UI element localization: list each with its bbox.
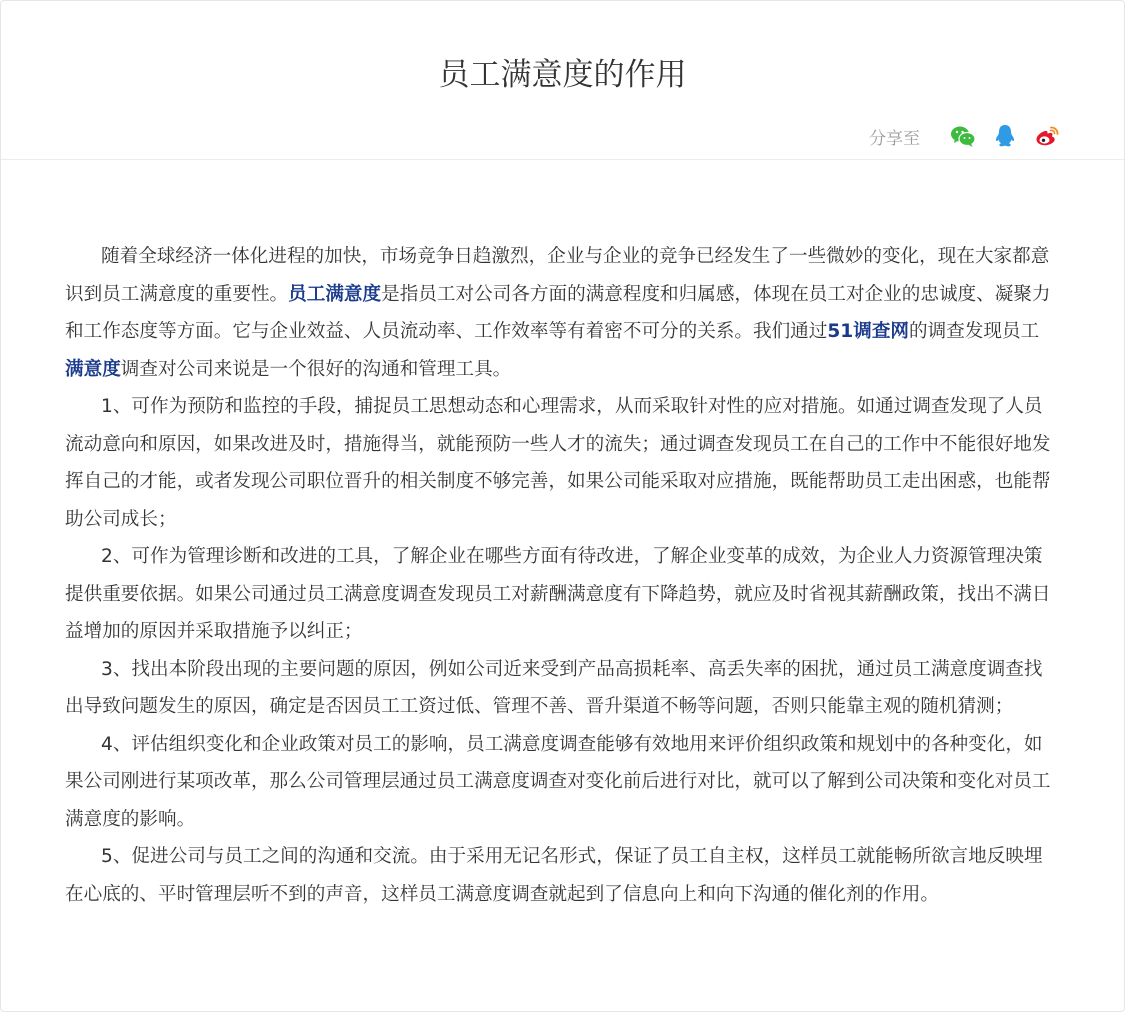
qq-icon[interactable] — [992, 123, 1018, 149]
paragraph-point-5: 5、促进公司与员工之间的沟通和交流。由于采用无记名形式，保证了员工自主权，这样员工就能畅所欲言地反映埋在心底的、平时管理层听不到的声音，这样员工满意度调查就起到了信息向上和向下沟通的催化剂的作用。 — [65, 846, 1043, 905]
link-51-survey[interactable]: 51调查网 — [827, 321, 910, 342]
intro-text-3: 的调查发现员工 — [909, 321, 1040, 342]
intro-text-4: 调查对公司来说是一个很好的沟通和管理工具。 — [120, 358, 512, 380]
link-employee-satisfaction[interactable]: 员工满意度 — [288, 283, 382, 305]
paragraph-point-1: 1、可作为预防和监控的手段，捕捉员工思想动态和心理需求，从而采取针对性的应对措施。如通过调查发现了人员流动意向和原因，如果改进及时，措施得当，就能预防一些人才的流失；通过调查发现员工在自己的工作中不能很好地发挥自己的才能，或者发现公司职位晋升的相关制度不够完善，如果公司能采取对应措施，既能帮助员工走出困惑，也能帮助公司成长； — [65, 396, 1051, 530]
page-title: 员工满意度的作用 — [438, 57, 687, 93]
paragraph-point-3: 3、找出本阶段出现的主要问题的原因，例如公司近来受到产品高损耗率、高丢失率的困扰，通过员工满意度调查找出导致问题发生的原因，确定是否因员工工资过低、管理不善、晋升渠道不畅等问题，否则只能靠主观的随机猜测； — [65, 658, 1043, 717]
intro-text-1: 随着全球经济一体化进程的加快，市场竞争日趋激烈，企业与企业的竞争已经发生了一些微妙的变化，现在大家都意识到员工满意度的重要性。 — [65, 246, 1050, 305]
paragraph-point-4: 4、评估组织变化和企业政策对员工的影响，员工满意度调查能够有效地用来评价组织政策和规划中的各种变化，如果公司刚进行某项改革，那么公司管理层通过员工满意度调查对变化前后进行对比，就可以了解到公司决策和变化对员工满意度的影响。 — [65, 733, 1051, 830]
article-body — [65, 238, 1055, 913]
article-header — [1, 1, 1124, 160]
share-bar — [869, 121, 1060, 151]
weibo-icon[interactable] — [1034, 123, 1060, 149]
wechat-icon[interactable] — [950, 123, 976, 149]
share-label: 分享至 — [869, 128, 920, 149]
paragraph-point-2: 2、可作为管理诊断和改进的工具，了解企业在哪些方面有待改进，了解企业变革的成效，为企业人力资源管理决策提供重要依据。如果公司通过员工满意度调查发现员工对薪酬满意度有下降趋势，就应及时省视其薪酬政策，找出不满日益增加的原因并采取措施予以纠正； — [65, 546, 1051, 642]
intro-text-2: 是指员工对公司各方面的满意程度和归属感，体现在员工对企业的忠诚度、凝聚力和工作态度等方面。它与企业效益、人员流动率、工作效率等有着密不可分的关系。我们通过 — [65, 283, 1051, 342]
paragraph-intro — [65, 238, 1055, 388]
link-satisfaction[interactable]: 满意度 — [65, 358, 121, 380]
